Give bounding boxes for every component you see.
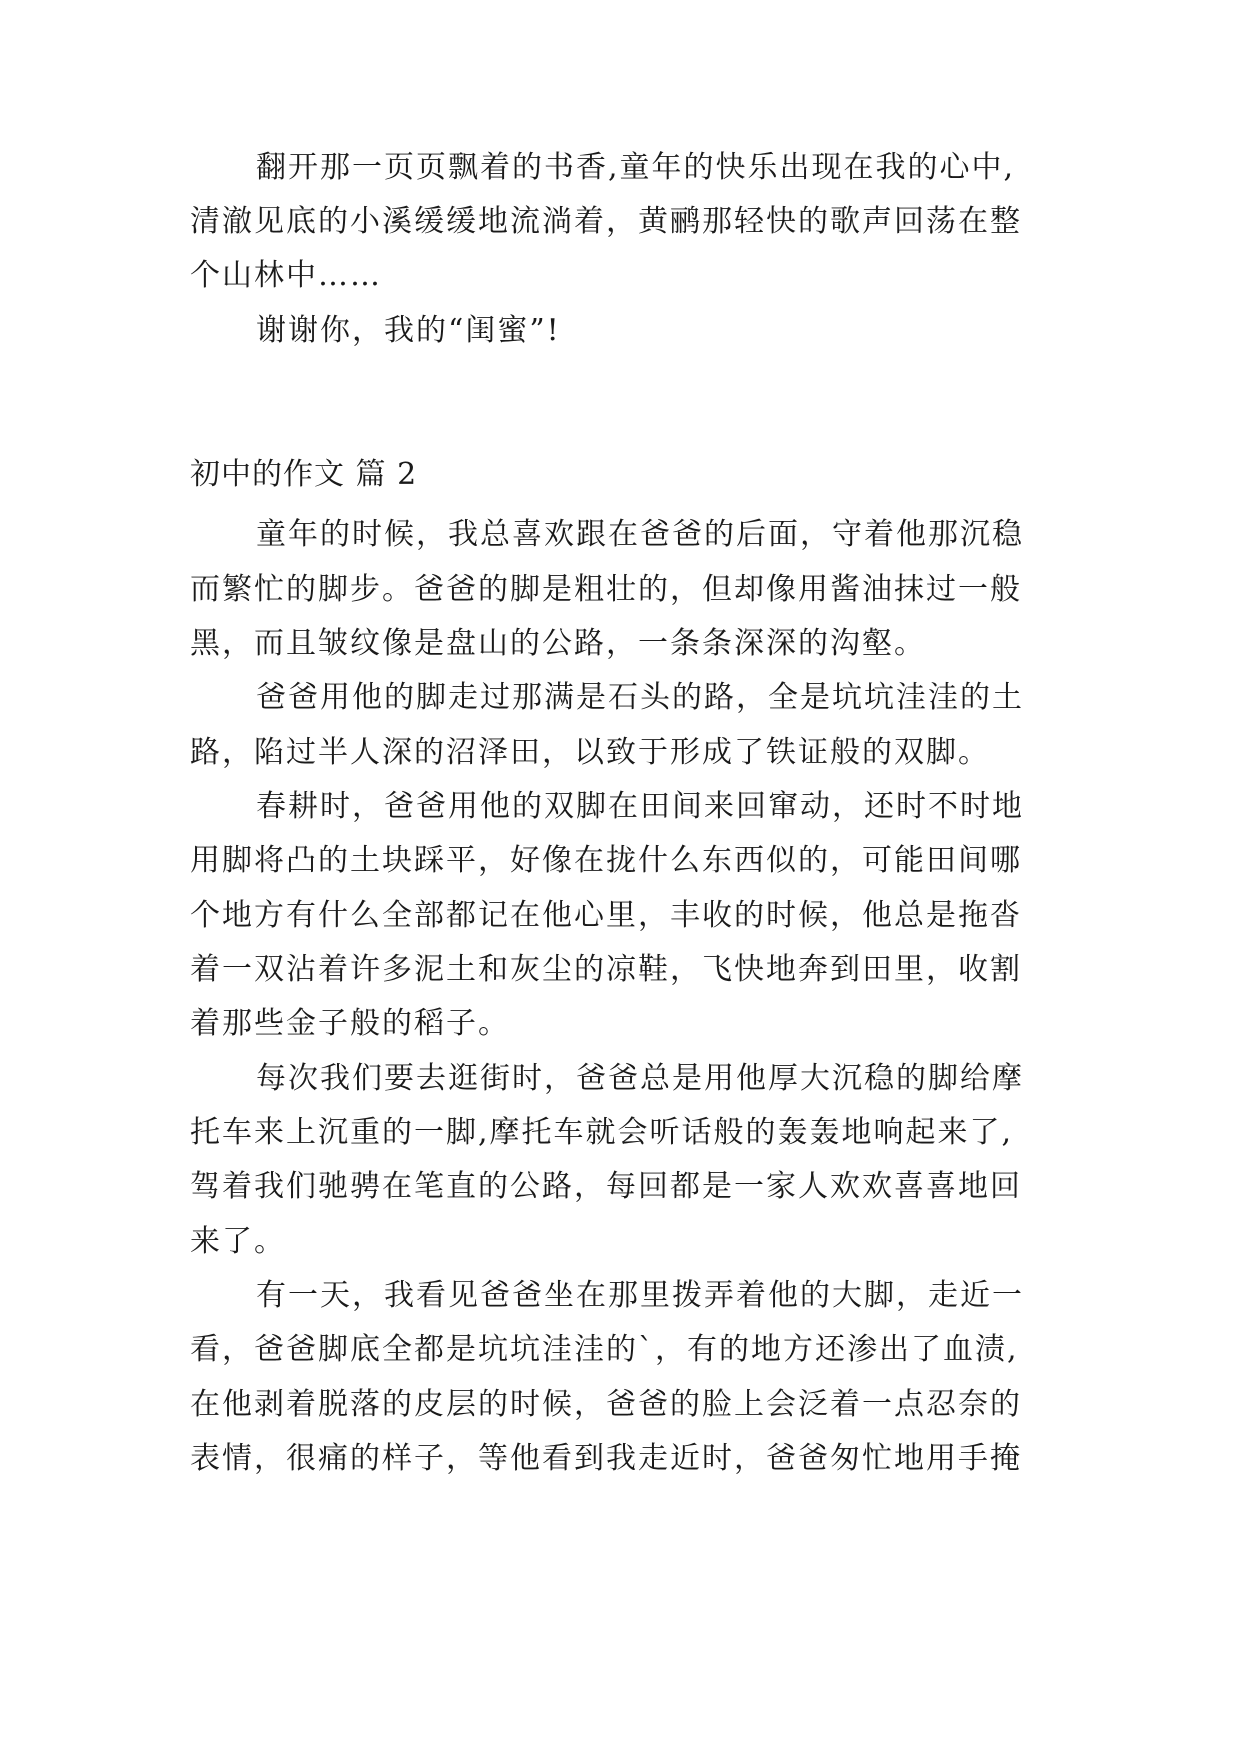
- paragraph-line: 着那些金子般的稻子。: [190, 1006, 510, 1041]
- paragraph-line: 来了。: [190, 1224, 286, 1259]
- paragraph-line: 着一双沾着许多泥土和灰尘的凉鞋，飞快地奔到田里，收割: [190, 952, 1022, 987]
- paragraph-line: 谢谢你，我的“闺蜜”!: [256, 313, 561, 348]
- paragraph-line: 路，陷过半人深的沼泽田，以致于形成了铁证般的双脚。: [190, 735, 990, 770]
- paragraph-line: 清澈见底的小溪缓缓地流淌着，黄鹂那轻快的歌声回荡在整: [190, 204, 1022, 239]
- paragraph-line: 每次我们要去逛街时，爸爸总是用他厚大沉稳的脚给摩: [256, 1061, 1024, 1096]
- paragraph-line: 黑，而且皱纹像是盘山的公路，一条条深深的沟壑。: [190, 626, 926, 661]
- paragraph-line: 驾着我们驰骋在笔直的公路，每回都是一家人欢欢喜喜地回: [190, 1169, 1022, 1204]
- paragraph-line: 童年的时候，我总喜欢跟在爸爸的后面，守着他那沉稳: [256, 517, 1024, 552]
- paragraph-line: 个地方有什么全部都记在他心里，丰收的时候，他总是拖沓: [190, 898, 1022, 933]
- paragraph-line: 春耕时，爸爸用他的双脚在田间来回窜动，还时不时地: [256, 789, 1024, 824]
- paragraph-line: 个山林中……: [190, 258, 382, 293]
- paragraph-line: 有一天，我看见爸爸坐在那里拨弄着他的大脚，走近一: [256, 1278, 1024, 1313]
- paragraph-line: 翻开那一页页飘着的书香,童年的快乐出现在我的心中,: [256, 150, 1016, 185]
- paragraph-line: 表情，很痛的样子，等他看到我走近时，爸爸匆忙地用手掩: [190, 1441, 1022, 1476]
- section-heading: 初中的作文 篇 2: [190, 457, 418, 492]
- paragraph-line: 在他剥着脱落的皮层的时候，爸爸的脸上会泛着一点忍奈的: [190, 1387, 1022, 1422]
- paragraph-line: 爸爸用他的脚走过那满是石头的路，全是坑坑洼洼的土: [256, 680, 1024, 715]
- paragraph-line: 托车来上沉重的一脚,摩托车就会听话般的轰轰地响起来了,: [190, 1115, 1014, 1150]
- paragraph-line: 用脚将凸的土块踩平，好像在拢什么东西似的，可能田间哪: [190, 843, 1022, 878]
- paragraph-line: 看，爸爸脚底全都是坑坑洼洼的`，有的地方还渗出了血渍,: [190, 1332, 1019, 1367]
- paragraph-line: 而繁忙的脚步。爸爸的脚是粗壮的，但却像用酱油抹过一般: [190, 572, 1022, 607]
